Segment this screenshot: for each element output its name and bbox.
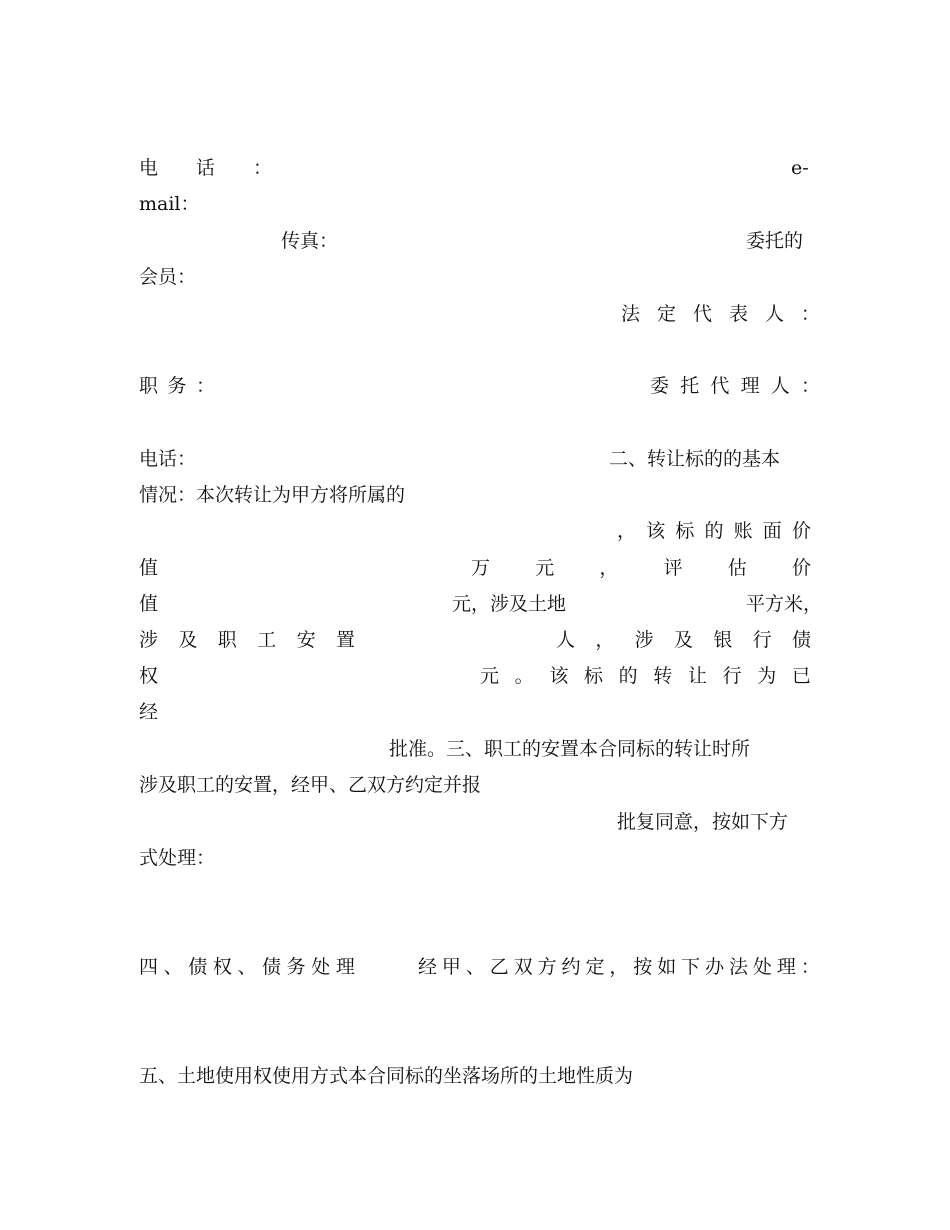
value-char: 值 — [139, 557, 159, 579]
staff-placement-label: 涉 及 职 工 安 置 — [139, 629, 355, 651]
agent-phone-label: 电话： — [139, 448, 197, 470]
bank-claims-label: 人 ， 涉 及 银 行 债 — [556, 629, 811, 651]
assessed-value-label: 万 元 ， 评 估 价 — [471, 557, 811, 579]
book-value-label: ， 该 标 的 账 面 价 — [617, 520, 811, 542]
fax-label: 传真： — [281, 230, 339, 252]
land-label: 元，涉及土地 — [452, 593, 567, 615]
section-2-text-1: 情况：本次转让为甲方将所属的 — [139, 484, 406, 506]
through-char: 经 — [139, 701, 159, 723]
claims-char: 权 — [139, 665, 159, 687]
section-4-heading: 四 、 债 权 、 债 务 处 理 — [139, 956, 355, 978]
section-2-heading: 二、转让标的的基本 — [609, 448, 781, 470]
entrusted-member-label-start: 委托的 — [746, 230, 804, 252]
section-4-text: 经 甲 、 乙 双 方 约 定 ， 按 如 下 办 法 处 理 ： — [418, 956, 820, 978]
square-meters-label: 平方米， — [746, 593, 823, 615]
section-3-text-2: 涉及职工的安置，经甲、乙双方约定并报 — [139, 774, 482, 796]
position-label: 职 务 ： — [139, 375, 215, 397]
section-5-text: 五、土地使用权使用方式本合同标的坐落场所的土地性质为 — [139, 1065, 634, 1087]
transfer-approval-text: 元 。 该 标 的 转 让 行 为 已 — [480, 665, 811, 687]
section-3-text-1: 批准。三、职工的安置本合同标的转让时所 — [389, 738, 751, 760]
authorized-agent-label: 委 托 代 理 人 ： — [650, 375, 820, 397]
phone-label: 电 话 ： — [139, 157, 273, 179]
legal-representative-label: 法 定 代 表 人 ： — [621, 303, 820, 325]
entrusted-member-label-end: 会员： — [139, 266, 197, 288]
email-label-start: e- — [791, 157, 809, 179]
section-3-text-4: 式处理： — [139, 847, 216, 869]
email-label-end: mail： — [139, 193, 200, 215]
value-char-2: 值 — [139, 593, 159, 615]
section-3-text-3: 批复同意，按如下方 — [617, 811, 789, 833]
